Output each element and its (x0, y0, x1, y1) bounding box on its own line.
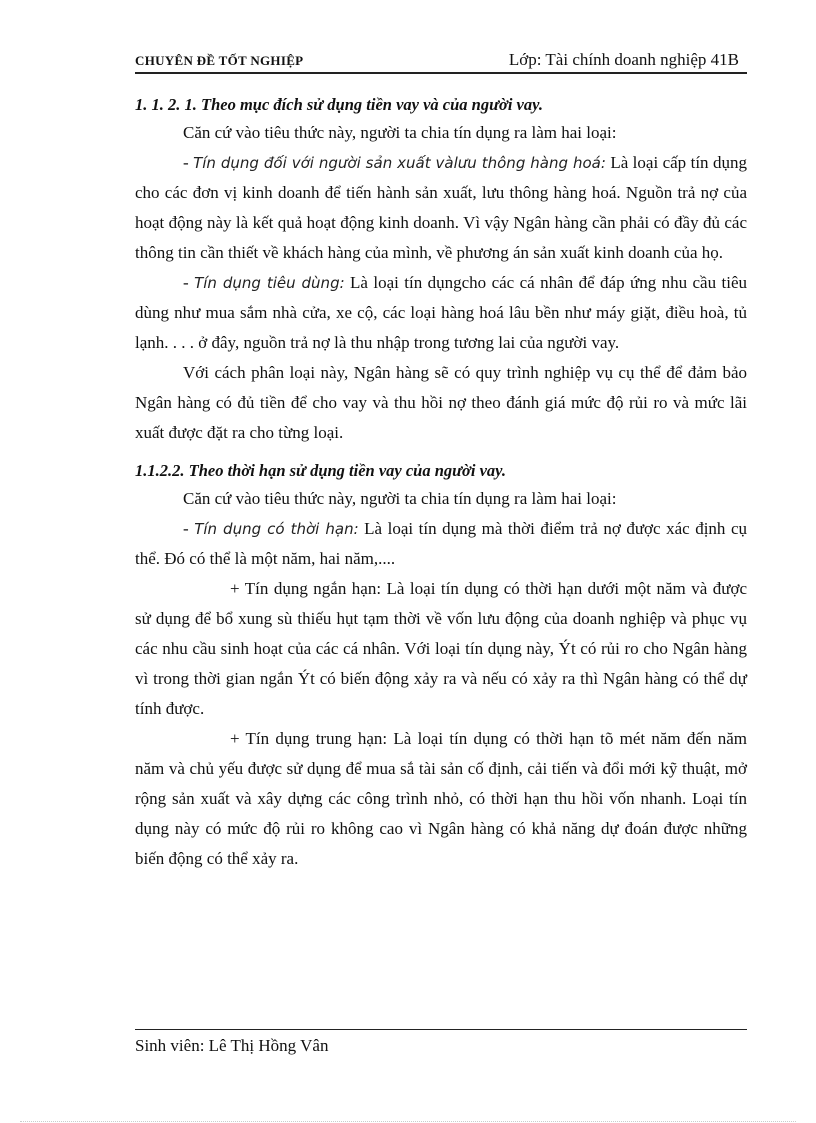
dash: - (183, 153, 194, 172)
dash: - (183, 273, 195, 292)
paragraph-text: Là loại tín dụngcho các cá nhân để đáp ứng nhu cầu tiêu dùng như mua sắm nhà cửa, xe cộ, các loại hàng hoá lâu bền như máy giặt, điều hoà, tủ lạnh. . . . ở đây, nguồn trả nợ là thu nhập trong tương lai của người vay. (135, 273, 747, 352)
paragraph-text: Là loại cấp tín dụng cho các đơn vị kinh doanh để tiến hành sản xuất, lưu thông hàng hoá. Nguồn trả nợ của hoạt động này là kết quả hoạt động kinh doanh. Vì vậy Ngân hàng cần phải có đầy đủ các thông tin cần thiết về khách hàng của mình, về phương án sản xuất kinh doanh của họ. (135, 153, 747, 262)
paragraph: Với cách phân loại này, Ngân hàng sẽ có quy trình nghiệp vụ cụ thể để đảm bảo Ngân hàng có đủ tiền để cho vay và thu hồi nợ theo đánh giá mức độ rủi ro và mức lãi xuất được đặt ra cho từng loại. (135, 363, 747, 442)
paragraph-medium-term: + Tín dụng trung hạn: Là loại tín dụng có thời hạn tõ mét năm đến năm năm và chủ yếu được sử dụng để mua sắ tài sản cố định, cải tiến và đổi mới kỹ thuật, mở rộng sản xuất và xây dựng các công trình nhỏ, có thời hạn thu hồi vốn nhanh. Loại tín dụng này có mức độ rủi ro không cao vì Ngân hàng có khả năng dự đoán được những biến động có thể xảy ra. (135, 729, 747, 868)
header-title: CHUYÊN ĐỀ TỐT NGHIỆP (135, 53, 304, 68)
term-term-credit: Tín dụng có thời hạn: (194, 520, 359, 538)
paragraph-short-term: + Tín dụng ngắn hạn: Là loại tín dụng có thời hạn dưới một năm và được sử dụng để bổ xung sù thiếu hụt tạm thời về vốn lưu động của doanh nghiệp và phục vụ các nhu cầu sinh hoạt của các cá nhân. Với loại tín dụng này, Ýt có rủi ro cho Ngân hàng vì trong thời gian ngắn Ýt có biến động xảy ra và nếu có xảy ra thì Ngân hàng có thể dự tính được. (135, 579, 747, 718)
paragraph (135, 514, 747, 574)
paragraph: Căn cứ vào tiêu thức này, người ta chia tín dụng ra làm hai loại: (183, 489, 617, 508)
page-header (135, 48, 747, 74)
page-body (135, 92, 747, 874)
footer-student: Sinh viên: Lê Thị Hồng Vân (135, 1036, 329, 1055)
section-heading-purpose: 1. 1. 2. 1. Theo mục đích sử dụng tiền vay và của người vay. (135, 95, 543, 114)
dash: - (183, 519, 195, 538)
paragraph (135, 268, 747, 358)
section-heading-term: 1.1.2.2. Theo thời hạn sử dụng tiền vay của người vay. (135, 461, 507, 480)
paragraph: Căn cứ vào tiêu thức này, người ta chia tín dụng ra làm hai loại: (183, 123, 617, 142)
page-edge-divider (20, 1121, 796, 1122)
term-production-credit: Tín dụng đối với người sản xuất vàlưu thông hàng hoá: (193, 154, 606, 172)
paragraph (135, 148, 747, 268)
header-class: Lớp: Tài chính doanh nghiệp 41B (508, 50, 739, 69)
paragraph-text: Là loại tín dụng mà thời điểm trả nợ được xác định cụ thể. Đó có thể là một năm, hai năm,.... (135, 519, 747, 568)
term-consumer-credit: Tín dụng tiêu dùng: (194, 274, 345, 292)
footer-divider (135, 1029, 747, 1030)
